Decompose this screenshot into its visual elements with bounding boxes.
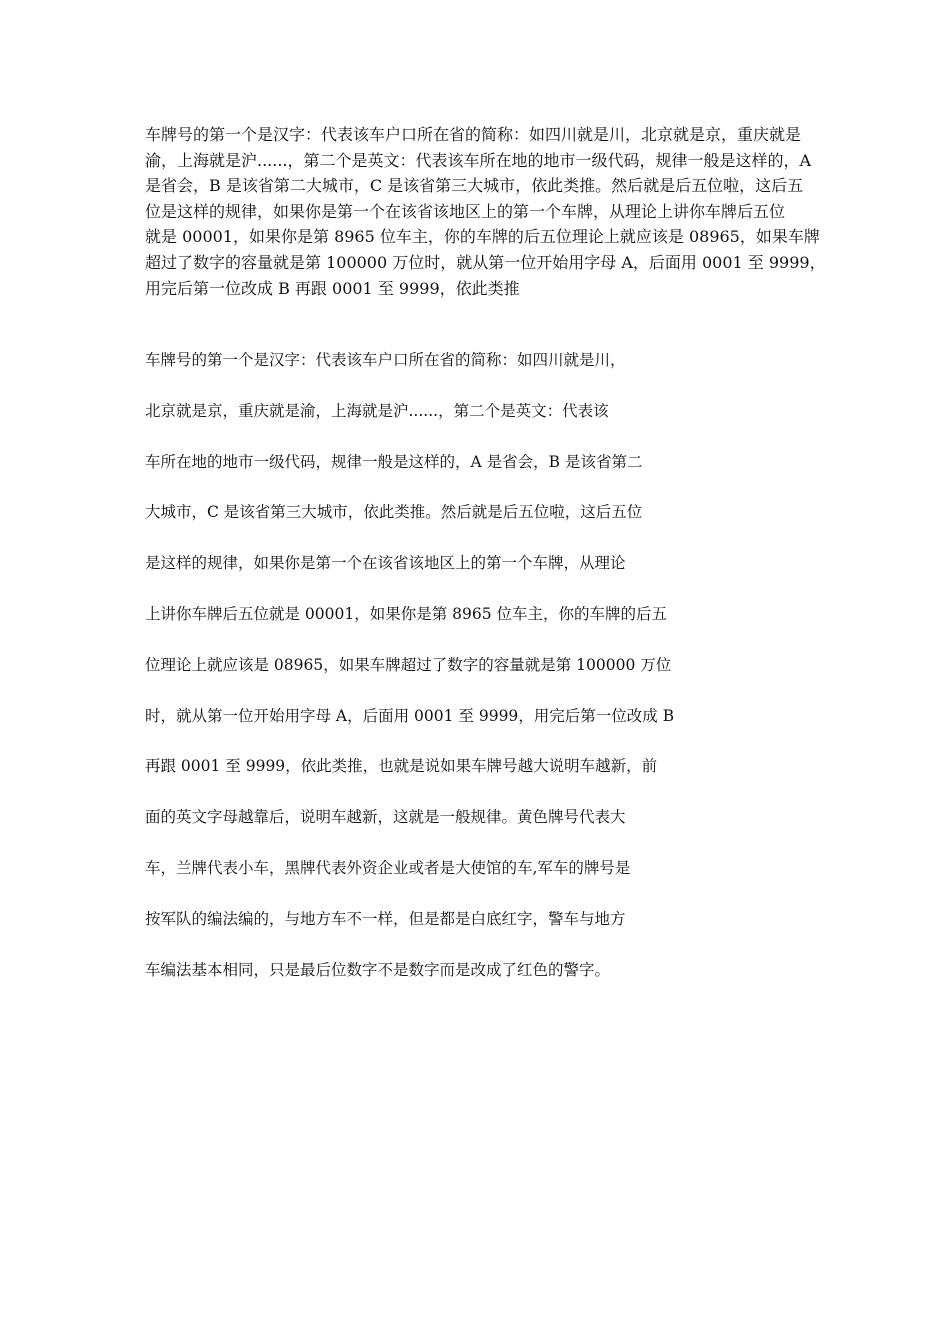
paragraph-2-line: 车所在地的地市一级代码，规律一般是这样的，A 是省会，B 是该省第二 (145, 452, 643, 471)
paragraph-2-line: 车，兰牌代表小车，黑牌代表外资企业或者是大使馆的车,军车的牌号是 (145, 858, 631, 877)
paragraph-2-line: 车牌号的第一个是汉字：代表该车户口所在省的简称：如四川就是川， (145, 351, 626, 369)
paragraph-2-line: 上讲你车牌后五位就是 00001，如果你是第 8965 位车主，你的车牌的后五 (145, 604, 668, 623)
paragraph-1-line: 就是 00001，如果你是第 8965 位车主，你的车牌的后五位理论上就应该是 08965，如果车牌 (145, 227, 820, 247)
paragraph-1 (145, 122, 826, 301)
paragraph-2-line: 再跟 0001 至 9999，依此类推，也就是说如果车牌号越大说明车越新，前 (145, 757, 658, 776)
paragraph-2-line: 北京就是京，重庆就是渝，上海就是沪......，第二个是英文：代表该 (145, 401, 609, 420)
paragraph-2-line: 位理论上就应该是 08965，如果车牌超过了数字的容量就是第 100000 万位 (145, 655, 672, 674)
paragraph-2-line: 车编法基本相同，只是最后位数字不是数字而是改成了红色的警字。 (145, 960, 611, 979)
paragraph-1-line: 超过了数字的容量就是第 100000 万位时，就从第一位开始用字母 A，后面用 0001 至 9999， (145, 252, 826, 272)
paragraph-2-line: 大城市，C 是该省第三大城市，依此类推。然后就是后五位啦，这后五位 (145, 503, 643, 522)
paragraph-2-line: 时，就从第一位开始用字母 A，后面用 0001 至 9999，用完后第一位改成 B (145, 706, 675, 725)
paragraph-2 (145, 346, 765, 1006)
paragraph-2-line: 按军队的编法编的，与地方车不一样，但是都是白底红字，警车与地方 (145, 909, 626, 928)
paragraph-2-line: 是这样的规律，如果你是第一个在该省该地区上的第一个车牌，从理论 (145, 554, 626, 573)
paragraph-1-line: 位是这样的规律，如果你是第一个在该省该地区上的第一个车牌，从理论上讲你车牌后五位 (145, 201, 786, 221)
paragraph-2-line: 面的英文字母越靠后，说明车越新，这就是一般规律。黄色牌号代表大 (145, 808, 626, 827)
paragraph-1-line: 是省会，B 是该省第二大城市，C 是该省第三大城市，依此类推。然后就是后五位啦，这后五 (145, 176, 804, 196)
paragraph-1-line: 渝，上海就是沪......，第二个是英文：代表该车所在地的地市一级代码，规律一般是这样的，A (145, 150, 812, 170)
paragraph-1-line: 车牌号的第一个是汉字：代表该车户口所在省的简称：如四川就是川，北京就是京，重庆就是 (145, 125, 802, 144)
paragraph-1-line: 用完后第一位改成 B 再跟 0001 至 9999，依此类推 (145, 278, 520, 298)
